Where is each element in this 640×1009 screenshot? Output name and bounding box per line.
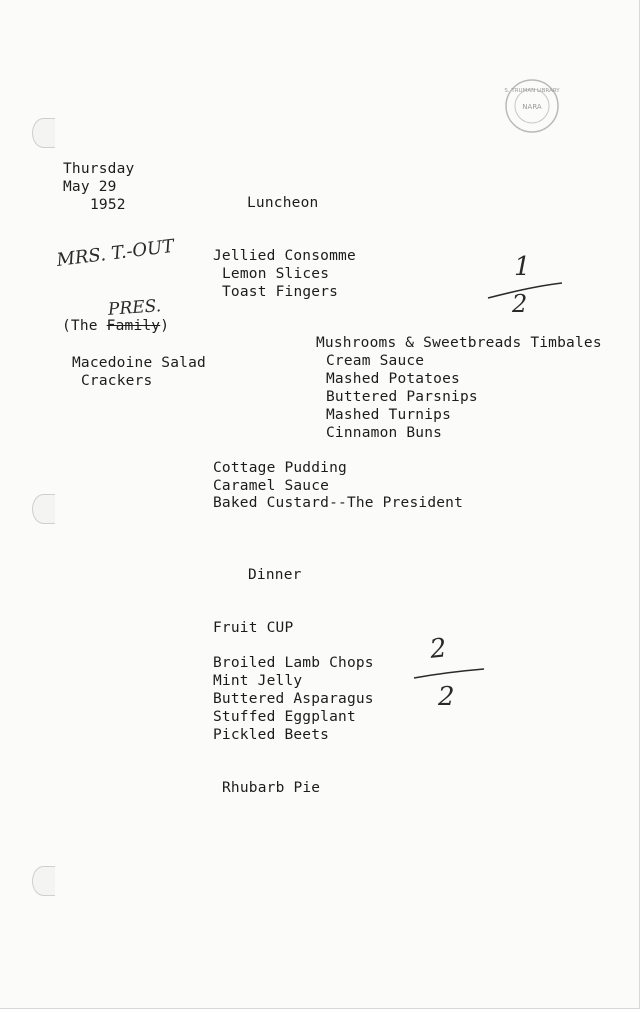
day-label: Thursday (63, 161, 135, 177)
family-note-suffix: ) (160, 318, 170, 334)
luncheon-first-course-1: Jellied Consomme (213, 248, 356, 264)
binder-hole-top (32, 118, 55, 148)
dinner-main-item-3: Buttered Asparagus (213, 691, 374, 707)
dinner-starter: Fruit CUP (213, 620, 294, 636)
handwritten-dinner-count-top: 2 (428, 633, 449, 665)
handwritten-lunch-count-bottom: 2 (512, 290, 528, 318)
luncheon-main-item-4: Mashed Turnips (326, 407, 452, 423)
luncheon-main-item-1: Cream Sauce (326, 353, 425, 369)
luncheon-main-item-2: Mashed Potatoes (326, 371, 460, 387)
luncheon-side-item-2: Crackers (81, 373, 153, 389)
luncheon-main-item-5: Cinnamon Buns (326, 425, 443, 441)
luncheon-dessert-item-3: Baked Custard--The President (213, 495, 464, 511)
luncheon-first-course-3: Toast Fingers (222, 284, 339, 300)
handwritten-lunch-count-top: 1 (514, 252, 531, 282)
dinner-dessert: Rhubarb Pie (222, 780, 321, 796)
family-note (62, 317, 169, 335)
luncheon-heading: Luncheon (247, 195, 319, 211)
stamp-line-1: S. TRUMAN LIBRARY (504, 88, 560, 94)
handwritten-pres: PRES. (107, 296, 162, 320)
luncheon-first-course-2: Lemon Slices (222, 266, 330, 282)
luncheon-main-title: Mushrooms & Sweetbreads Timbales (316, 335, 602, 351)
handwritten-mrs-out: MRS. T.-OUT (55, 235, 176, 271)
stamp-line-2: NARA (522, 103, 542, 111)
dinner-main-item-1: Broiled Lamb Chops (213, 655, 374, 671)
dinner-main-item-4: Stuffed Eggplant (213, 709, 356, 725)
luncheon-side-item-1: Macedoine Salad (72, 355, 206, 371)
dinner-main-item-2: Mint Jelly (213, 673, 303, 689)
family-note-prefix: (The (62, 318, 107, 334)
year-label: 1952 (90, 197, 126, 213)
family-note-struck: Family (106, 318, 161, 334)
handwritten-dinner-count-bottom: 2 (438, 682, 455, 712)
library-stamp (504, 78, 560, 134)
date-label: May 29 (63, 179, 117, 195)
dinner-main-item-5: Pickled Beets (213, 727, 330, 743)
binder-hole-middle (32, 494, 55, 524)
luncheon-dessert-item-2: Caramel Sauce (213, 478, 330, 494)
dinner-heading: Dinner (248, 567, 302, 583)
binder-hole-bottom (32, 866, 55, 896)
luncheon-dessert-item-1: Cottage Pudding (213, 460, 347, 476)
handwritten-dinner-line (412, 666, 488, 682)
luncheon-main-item-3: Buttered Parsnips (326, 389, 478, 405)
